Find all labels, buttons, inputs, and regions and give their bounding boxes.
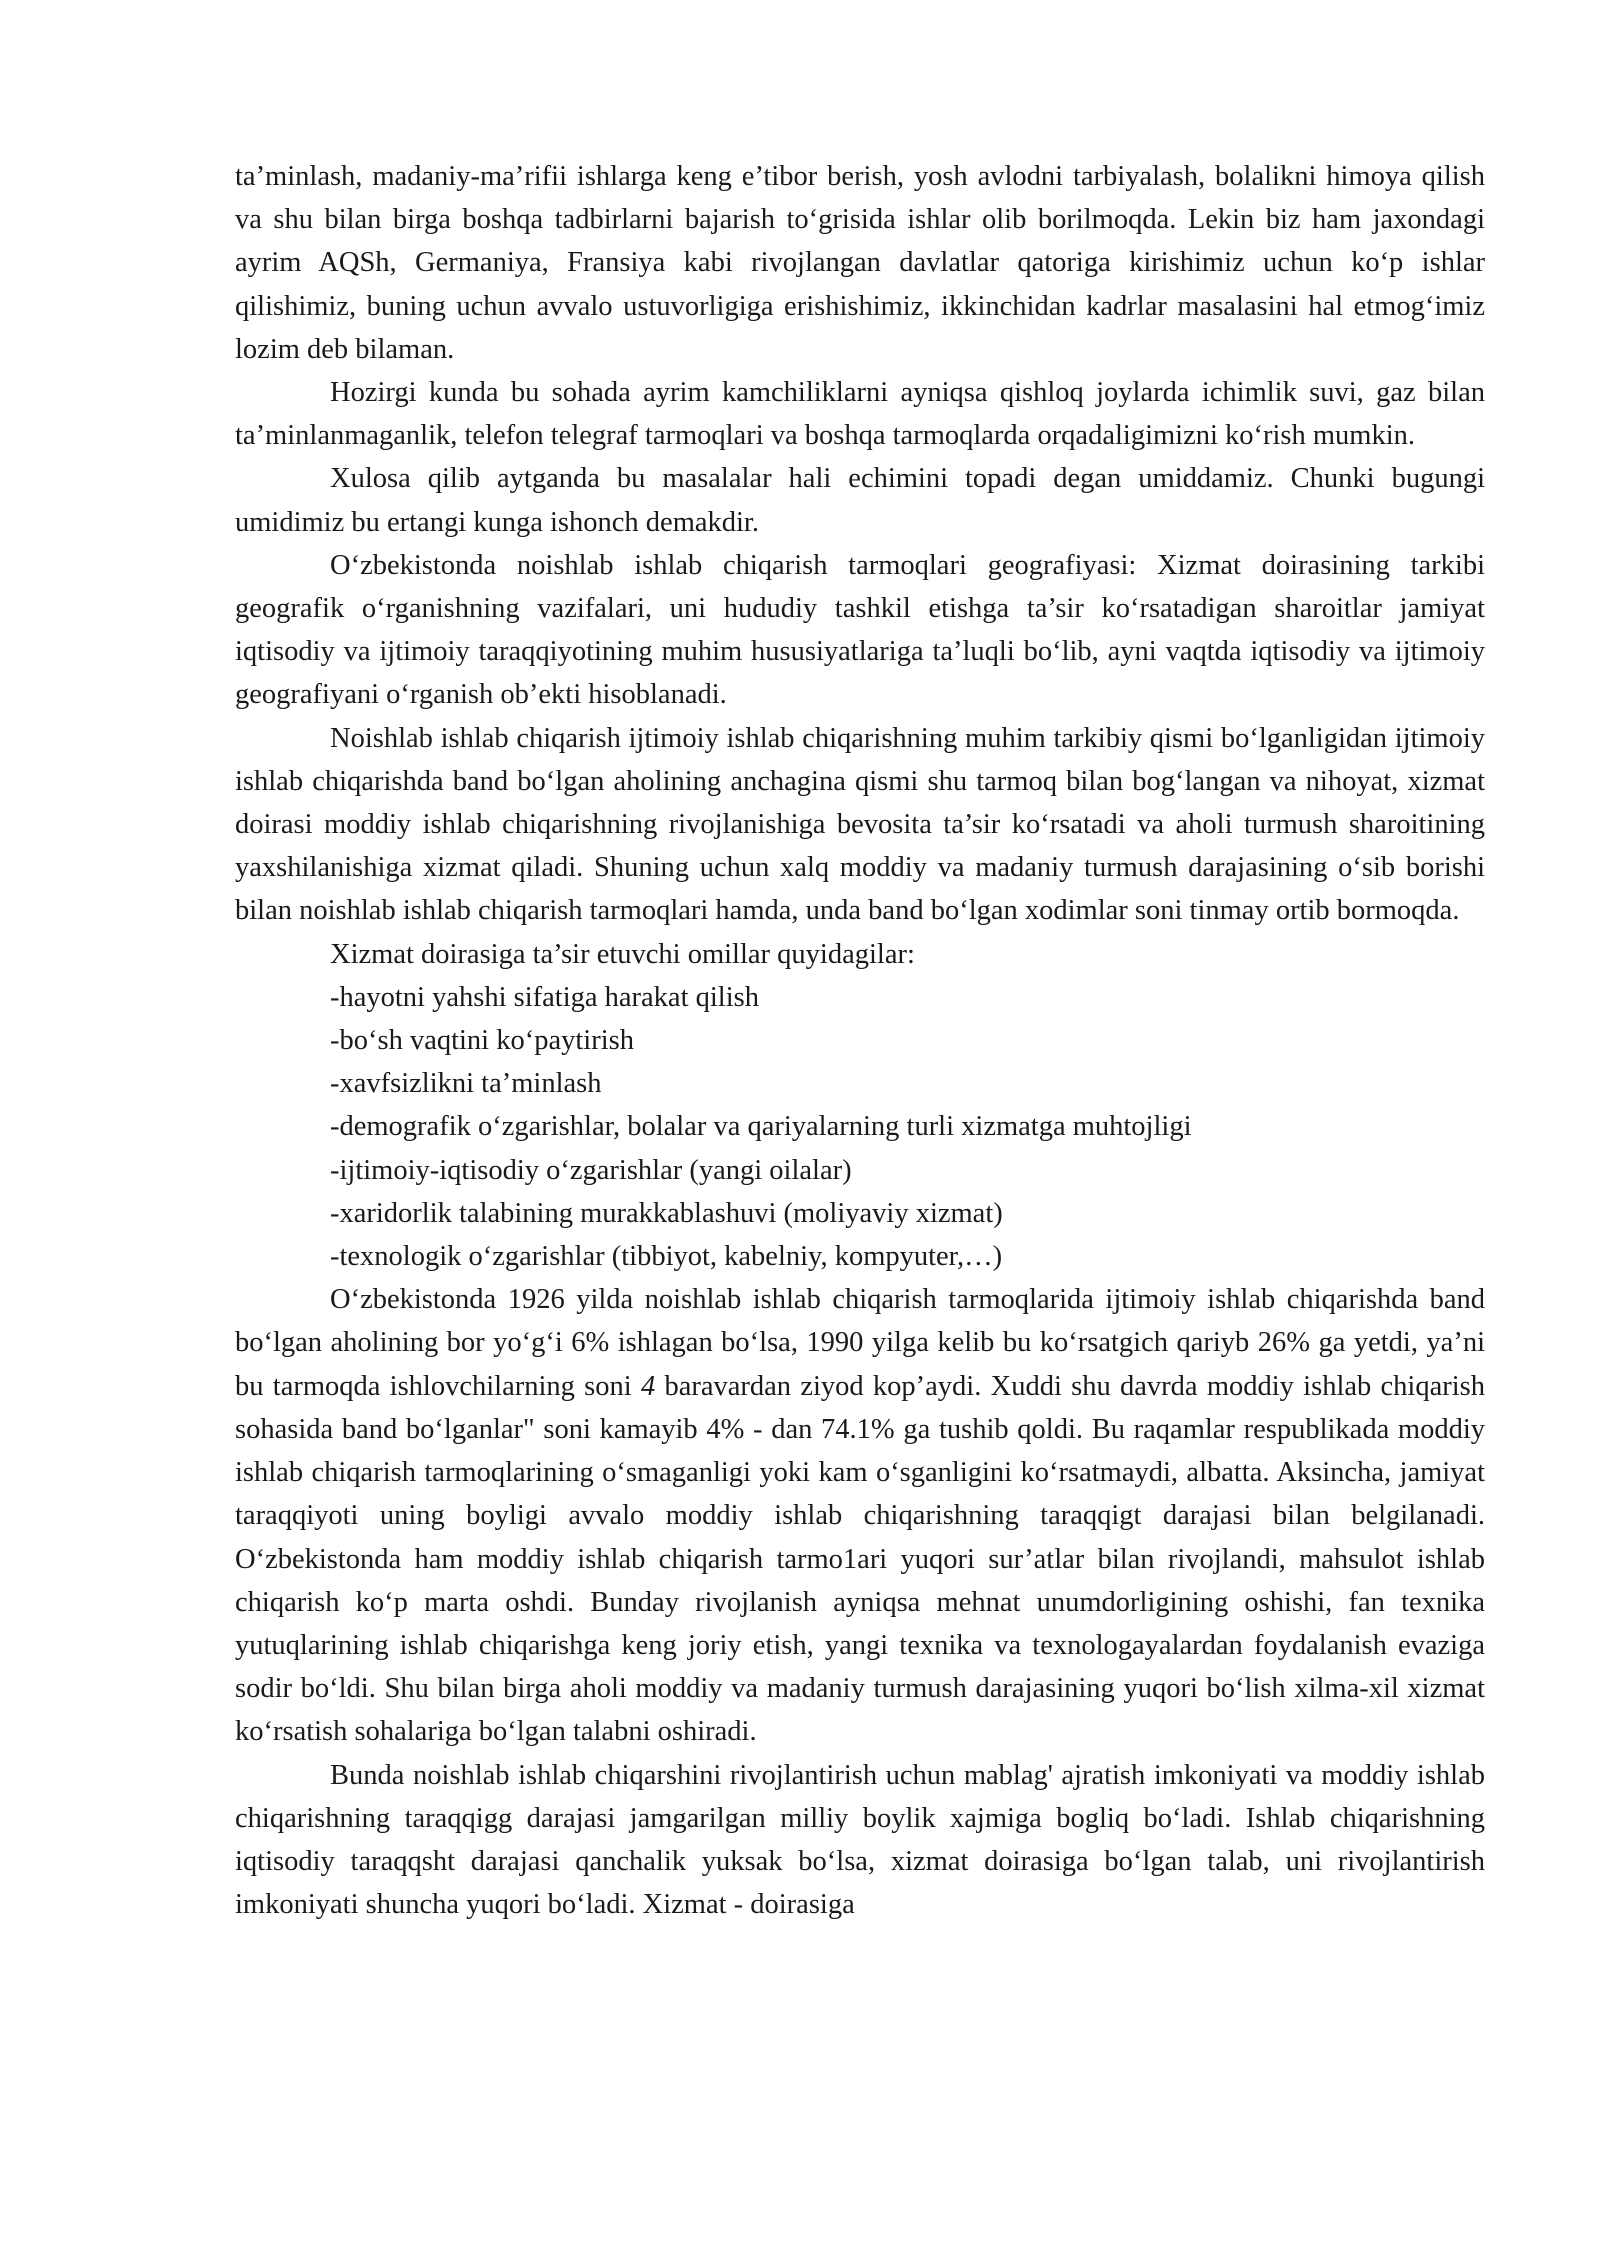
document-page xyxy=(235,155,1485,1926)
list-item: -ijtimoiy-iqtisodiy o‘zgarishlar (yangi oilalar) xyxy=(330,1154,852,1186)
list-item: -bo‘sh vaqtini ko‘paytirish xyxy=(330,1025,634,1057)
paragraph-5: Noishlab ishlab chiqarish ijtimoiy ishlab chiqarishning muhim tarkibiy qismi bo‘lganligidan ijtimoiy ishlab chiqarishda band bo‘lgan aholining anchagina qismi shu tarmoq bilan bog‘langan va nihoyat, xizmat doirasi moddiy ishlab chiqarishning rivojlanishiga bevosita ta’sir ko‘rsatadi va aholi turmush sharoitining yaxshilanishiga xizmat qiladi. Shuning uchun xalq moddiy va madaniy turmush darajasining o‘sib borishi bilan noishlab ishlab chiqarish tarmoqlari hamda, unda band bo‘lgan xodimlar soni tinmay ortib bormoqda. xyxy=(235,722,1485,927)
paragraph-7-statistics xyxy=(235,1278,1485,1753)
list-item: -xaridorlik talabining murakkablashuvi (moliyaviy xizmat) xyxy=(330,1197,1003,1229)
paragraph-7-part-a: O‘zbekistonda 1926 yilda noishlab ishlab chiqarish tarmoqlarida ijtimoiy ishlab chiqarishda band bo‘lgan aholining bor yo‘g‘i 6% ishlagan bo‘lsa, 1990 yilga kelib bu ko‘rsatgich qariyb 26% ga yetdi, ya’ni bu tarmoqda ishlovchilarning soni xyxy=(235,1284,1485,1402)
paragraph-1: ta’minlash, madaniy-ma’rifii ishlarga keng e’tibor berish, yosh avlodni tarbiyalash, bolalikni himoya qilish va shu bilan birga boshqa tadbirlarni bajarish to‘grisida ishlar olib borilmoqda. Lekin biz ham jaxondagi ayrim AQSh, Germaniya, Fransiya kabi rivojlangan davlatlar qatoriga kirishimiz uchun ko‘p ishlar qilishimiz, buning uchun avvalo ustuvorligiga erishishimiz, ikkinchidan kadrlar masalasini hal etmog‘imiz lozim deb bilaman. xyxy=(235,161,1485,365)
paragraph-4-section-intro: O‘zbekistonda noishlab ishlab chiqarish tarmoqlari geografiyasi: Xizmat doirasining tarkibi geografik o‘rganishning vazifalari, uni hududiy tashkil etishga ta’sir ko‘rsatadigan sharoitlar jamiyat iqtisodiy va ijtimoiy taraqqiyotining muhim hususiyatlariga ta’luqli bo‘lib, ayni vaqtda iqtisodiy va ijtimoiy geografiyani o‘rganish ob’ekti hisoblanadi. xyxy=(235,549,1485,711)
list-item: -demografik o‘zgarishlar, bolalar va qariyalarning turli xizmatga muhtojligi xyxy=(330,1111,1192,1143)
paragraph-7-part-b: baravardan ziyod kop’aydi. Xuddi shu davrda moddiy ishlab chiqarish sohasida band bo‘lganlar" soni kamayib 4% - dan 74.1% ga tushib qoldi. Bu raqamlar respublikada moddiy ishlab chiqarish tarmoqlarining o‘smaganligi yoki kam o‘sganligini ko‘rsatmaydi, albatta. Aksincha, jamiyat taraqqiyoti uning boyligi avvalo moddiy ishlab chiqarishning taraqqigt darajasi bilan belgilanadi. O‘zbekistonda ham moddiy ishlab chiqarish tarmo1ari yuqori sur’atlar bilan rivojlandi, mahsulot ishlab chiqarish ko‘p marta oshdi. Bunday rivojlanish ayniqsa mehnat unumdorligining oshishi, fan texnika yutuqlarining ishlab chiqarishga keng joriy etish, yangi texnika va texnologayalardan foydalanish evaziga sodir bo‘ldi. Shu bilan birga aholi moddiy va madaniy turmush darajasining yuqori bo‘lish xilma-xil xizmat ko‘rsatish sohalariga bo‘lgan talabni oshiradi. xyxy=(235,1370,1486,1748)
list-item: -xavfsizlikni ta’minlash xyxy=(330,1068,602,1100)
list-item: -texnologik o‘zgarishlar (tibbiyot, kabelniy, kompyuter,…) xyxy=(330,1241,1003,1273)
paragraph-2: Hozirgi kunda bu sohada ayrim kamchiliklarni ayniqsa qishloq joylarda ichimlik suvi, gaz bilan ta’minlanmaganlik, telefon telegraf tarmoqlari va boshqa tarmoqlarda orqadaligimizni ko‘rish mumkin. xyxy=(235,377,1485,452)
factors-list xyxy=(235,976,1485,1278)
paragraph-6-list-intro: Xizmat doirasiga ta’sir etuvchi omillar quyidagilar: xyxy=(330,938,915,970)
paragraph-8: Bunda noishlab ishlab chiqarshini rivojlantirish uchun mablag' ajratish imkoniyati va moddiy ishlab chiqarishning taraqqigg darajasi jamgarilgan milliy boylik xajmiga bogliq bo‘ladi. Ishlab chiqarishning iqtisodiy taraqqsht darajasi qanchalik yuksak bo‘lsa, xizmat doirasiga bo‘lgan talab, uni rivojlantirish imkoniyati shuncha yuqori bo‘ladi. Xizmat - doirasiga xyxy=(235,1759,1485,1921)
list-item: -hayotni yahshi sifatiga harakat qilish xyxy=(330,981,759,1013)
paragraph-3: Xulosa qilib aytganda bu masalalar hali echimini topadi degan umiddamiz. Chunki bugungi umidimiz bu ertangi kunga ishonch demakdir. xyxy=(235,463,1485,538)
italic-number: 4 xyxy=(640,1370,656,1402)
